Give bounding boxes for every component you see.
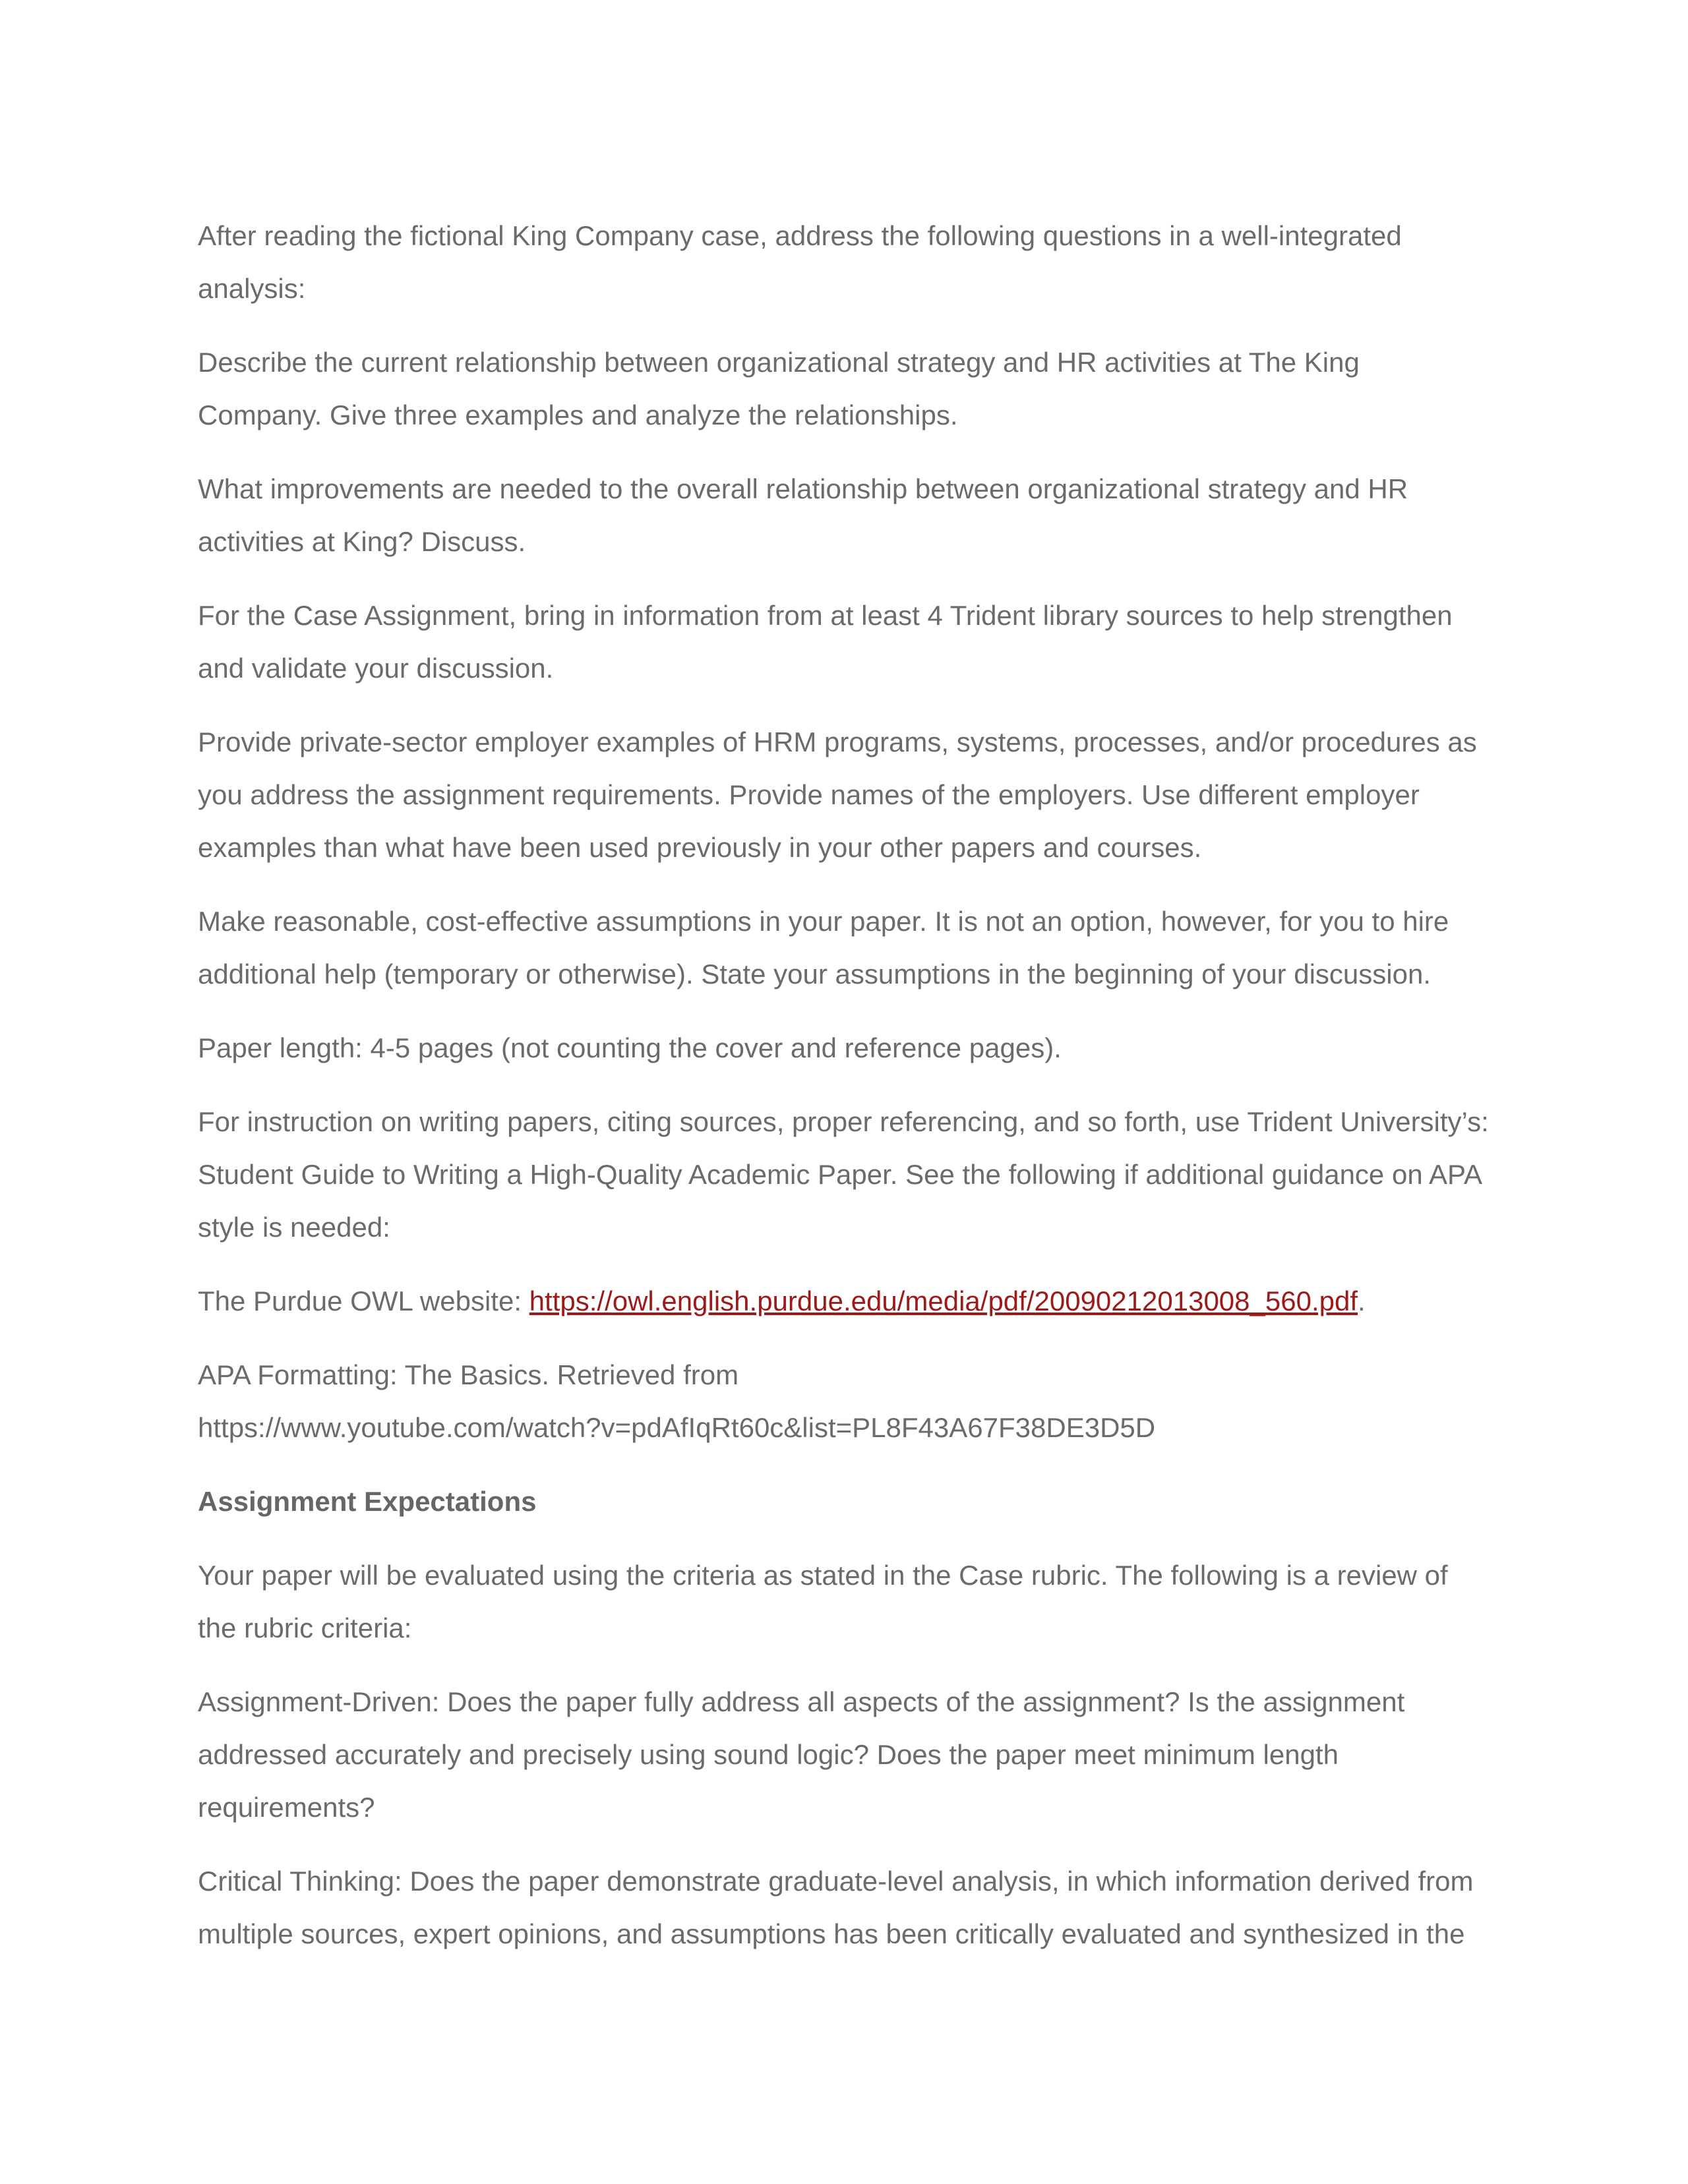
apa-reference-url: https://www.youtube.com/watch?v=pdAfIqRt60c&list=PL8F43A67F38DE3D5D [198,1412,1156,1443]
paragraph-question-1 [198,336,1503,442]
text-line: Make reasonable, cost-effective assumptions in your paper. It is not an option, however, for you to hire [198,906,1449,937]
text-line: Company. Give three examples and analyze the relationships. [198,399,958,430]
text-line: style is needed: [198,1212,390,1243]
paragraph-assignment-driven [198,1676,1503,1834]
paragraph-instructions [198,1096,1503,1254]
purdue-suffix: . [1358,1285,1366,1316]
text-line: addressed accurately and precisely using sound logic? Does the paper meet minimum length [198,1739,1339,1770]
text-line: Student Guide to Writing a High-Quality Academic Paper. See the following if additional guidance on APA [198,1159,1482,1190]
paragraph-critical-thinking [198,1855,1503,1961]
assignment-expectations-heading: Assignment Expectations [198,1486,537,1517]
text-line: Your paper will be evaluated using the criteria as stated in the Case rubric. The following is a review of [198,1560,1448,1591]
text-line: Assignment-Driven: Does the paper fully address all aspects of the assignment? Is the assignment [198,1686,1405,1717]
paragraph-purdue-owl [198,1275,1503,1328]
paragraph-intro [198,210,1503,315]
text-line: Provide private-sector employer examples of HRM programs, systems, processes, and/or procedures as [198,726,1477,757]
paragraph-rubric-intro [198,1549,1503,1655]
paragraph-question-2 [198,463,1503,568]
text-line: you address the assignment requirements. Provide names of the employers. Use different employer [198,779,1420,810]
text-line: Critical Thinking: Does the paper demonstrate graduate-level analysis, in which information derived from [198,1866,1474,1897]
paragraph-sources [198,589,1503,695]
document-body [198,210,1503,1982]
text-line: examples than what have been used previously in your other papers and courses. [198,832,1202,863]
text-line: activities at King? Discuss. [198,526,526,557]
text-line: requirements? [198,1792,375,1823]
text-line: the rubric criteria: [198,1612,412,1643]
text-line: and validate your discussion. [198,653,554,684]
text-line: analysis: [198,273,306,304]
purdue-owl-link[interactable]: https://owl.english.purdue.edu/media/pdf/20090212013008_560.pdf [529,1285,1358,1316]
text-line: additional help (temporary or otherwise). State your assumptions in the beginning of your discussion. [198,959,1432,989]
text-line: After reading the fictional King Company case, address the following questions in a well-integrated [198,220,1402,251]
purdue-prefix: The Purdue OWL website: [198,1285,529,1316]
text-line: multiple sources, expert opinions, and assumptions has been critically evaluated and synthesized in the [198,1918,1465,1949]
paragraph-assumptions [198,895,1503,1001]
text-line: Paper length: 4-5 pages (not counting the cover and reference pages). [198,1032,1062,1063]
apa-reference-title: APA Formatting: The Basics. Retrieved from [198,1359,739,1390]
paragraph-apa-formatting [198,1349,1503,1454]
paragraph-employer-examples [198,716,1503,874]
text-line: For the Case Assignment, bring in information from at least 4 Trident library sources to help strengthen [198,600,1453,631]
text-line: What improvements are needed to the overall relationship between organizational strategy and HR [198,473,1408,504]
text-line: Describe the current relationship between organizational strategy and HR activities at The King [198,347,1360,378]
text-line: For instruction on writing papers, citing sources, proper referencing, and so forth, use Trident University’s: [198,1106,1489,1137]
paragraph-length [198,1022,1503,1075]
